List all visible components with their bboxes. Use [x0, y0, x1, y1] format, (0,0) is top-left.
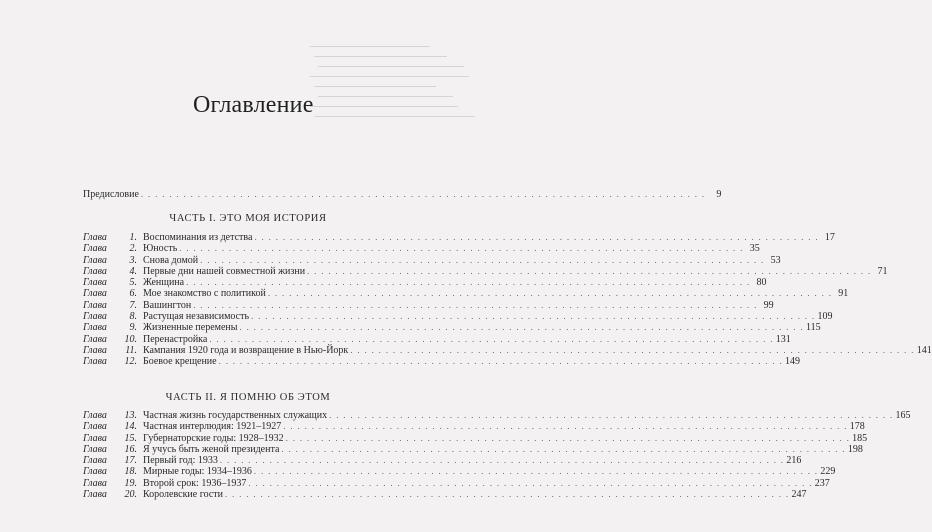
chapter-title: Второй срок: 1936–1937 — [143, 477, 247, 489]
chapter-number: 19. — [124, 477, 137, 489]
chapter-entry[interactable] — [83, 410, 911, 421]
chapter-label: Глава — [83, 277, 107, 289]
chapter-label: Глава — [83, 232, 107, 243]
chapter-title: Кампания 1920 года и возвращение в Нью-Йорк — [143, 344, 349, 356]
bleed-line — [310, 106, 458, 107]
chapter-label: Глава — [83, 455, 107, 467]
bleed-line — [314, 56, 447, 57]
chapter-page: 229 — [820, 466, 836, 478]
leader-dots: . . . . . . . . . . . . . . . . . . . . . . . . . . . . . . . . . . . . . . . . . . . . . . . . . . . . . . . . . . . . . . . . . . . . . . . . . . . . . . . . — [307, 265, 872, 276]
bleed-line — [314, 116, 475, 117]
chapter-page: 216 — [786, 455, 802, 467]
chapter-label: Глава — [83, 421, 107, 433]
chapter-number: 14. — [124, 421, 137, 433]
chapter-number: 18. — [124, 466, 137, 478]
chapter-entry[interactable] — [83, 288, 849, 300]
chapter-entry[interactable] — [83, 455, 802, 467]
chapter-page: 35 — [749, 243, 760, 255]
leader-dots: . . . . . . . . . . . . . . . . . . . . . . . . . . . . . . . . . . . . . . . . . . . . . . . . . . . . . . . . . . . . . . . . . . . . . . . . . . . . . . . . — [329, 410, 894, 420]
chapter-title: Растущая независимость — [143, 311, 250, 323]
chapter-page: 80 — [756, 277, 767, 289]
chapter-number: 7. — [129, 299, 137, 311]
chapter-entry[interactable] — [83, 254, 781, 266]
chapter-page: 247 — [791, 489, 807, 501]
leader-dots: . . . . . . . . . . . . . . . . . . . . . . . . . . . . . . . . . . . . . . . . . . . . . . . . . . . . . . . . . . . . . . . . . . . . . . . . . . . . . . . . — [251, 311, 816, 322]
chapter-entry[interactable] — [83, 232, 835, 243]
chapter-number: 6. — [129, 288, 137, 300]
chapter-entry[interactable] — [83, 489, 807, 501]
chapter-label: Глава — [83, 410, 107, 421]
chapter-number: 12. — [124, 356, 137, 368]
leader-dots: . . . . . . . . . . . . . . . . . . . . . . . . . . . . . . . . . . . . . . . . . . . . . . . . . . . . . . . . . . . . . . . . . . . . . . . . . . . . . . . . — [218, 356, 784, 367]
chapter-title: Боевое крещение — [143, 356, 217, 368]
preface-title: Предисловие — [83, 189, 139, 200]
chapter-number: 17. — [124, 455, 137, 467]
chapter-page: 178 — [849, 421, 865, 433]
leader-dots: . . . . . . . . . . . . . . . . . . . . . . . . . . . . . . . . . . . . . . . . . . . . . . . . . . . . . . . . . . . . . . . . . . . . . . . . . . . . . . . . — [267, 288, 833, 299]
chapter-title: Частная жизнь государственных служащих — [143, 410, 328, 421]
chapter-entry[interactable] — [83, 265, 888, 277]
leader-dots: . . . . . . . . . . . . . . . . . . . . . . . . . . . . . . . . . . . . . . . . . . . . . . . . . . . . . . . . . . . . . . . . . . . . . . . . . . . . . . . . — [248, 477, 813, 488]
chapter-label: Глава — [83, 243, 107, 255]
chapter-entry[interactable] — [83, 421, 865, 433]
leader-dots: . . . . . . . . . . . . . . . . . . . . . . . . . . . . . . . . . . . . . . . . . . . . . . . . . . . . . . . . . . . . . . . . . . . . . . . . . . . . . . . . — [254, 232, 819, 242]
chapter-label: Глава — [83, 333, 107, 345]
chapter-title: Первые дни нашей совместной жизни — [143, 265, 306, 277]
chapter-entry[interactable] — [83, 322, 821, 334]
bleed-line — [318, 96, 453, 97]
chapter-title: Губернаторские годы: 1928–1932 — [143, 432, 284, 444]
chapter-label: Глава — [83, 322, 107, 334]
chapter-label: Глава — [83, 344, 107, 356]
preface-entry[interactable] — [83, 189, 722, 200]
chapter-number: 4. — [129, 265, 137, 277]
chapter-page: 53 — [770, 254, 781, 266]
leader-dots: . . . . . . . . . . . . . . . . . . . . . . . . . . . . . . . . . . . . . . . . . . . . . . . . . . . . . . . . . . . . . . . . . . . . . . . . . . . . . . . . — [283, 421, 848, 432]
chapter-entry[interactable] — [83, 477, 830, 489]
part-2-heading: ЧАСТЬ II. Я ПОМНЮ ОБ ЭТОМ — [165, 392, 331, 403]
chapter-number: 2. — [129, 243, 137, 255]
chapter-entry[interactable] — [83, 432, 868, 444]
chapter-number: 1. — [129, 232, 137, 243]
chapter-entry[interactable] — [83, 277, 767, 289]
chapter-entry[interactable] — [83, 299, 774, 311]
leader-dots: . . . . . . . . . . . . . . . . . . . . . . . . . . . . . . . . . . . . . . . . . . . . . . . . . . . . . . . . . . . . . . . . . . . . . . . . . . . . . . . . — [239, 322, 804, 333]
part-2-chapter-list — [83, 410, 911, 501]
chapter-entry[interactable] — [83, 333, 791, 345]
chapter-page: 71 — [877, 265, 888, 277]
chapter-page: 141 — [916, 344, 932, 356]
leader-dots: . . . . . . . . . . . . . . . . . . . . . . . . . . . . . . . . . . . . . . . . . . . . . . . . . . . . . . . . . . . . . . . . . . . . . . . . . . . . . . . . — [281, 443, 846, 454]
chapter-page: 17 — [824, 232, 835, 243]
chapter-page: 198 — [847, 443, 863, 455]
leader-dots: . . . . . . . . . . . . . . . . . . . . . . . . . . . . . . . . . . . . . . . . . . . . . . . . . . . . . . . . . . . . . . . . . . . . . . . . . . . . . . . . — [140, 189, 706, 199]
chapter-entry[interactable] — [83, 311, 833, 323]
chapter-number: 9. — [129, 322, 137, 334]
chapter-number: 13. — [124, 410, 137, 421]
bleed-line — [318, 66, 464, 67]
chapter-entry[interactable] — [83, 344, 932, 356]
leader-dots: . . . . . . . . . . . . . . . . . . . . . . . . . . . . . . . . . . . . . . . . . . . . . . . . . . . . . . . . . . . . . . . . . . . . . . . . . . . . . . . . — [193, 299, 758, 310]
chapter-entry[interactable] — [83, 443, 863, 455]
chapter-title: Я учусь быть женой президента — [143, 443, 280, 455]
chapter-title: Вашингтон — [143, 299, 192, 311]
chapter-entry[interactable] — [83, 243, 760, 255]
chapter-title: Первый год: 1933 — [143, 455, 218, 467]
chapter-label: Глава — [83, 477, 107, 489]
leader-dots: . . . . . . . . . . . . . . . . . . . . . . . . . . . . . . . . . . . . . . . . . . . . . . . . . . . . . . . . . . . . . . . . . . . . . . . . . . . . . . . . — [285, 432, 851, 443]
page-title: Оглавление — [193, 92, 314, 118]
chapter-page: 237 — [814, 477, 830, 489]
chapter-number: 15. — [124, 432, 137, 444]
show-through-text — [300, 38, 500, 168]
chapter-label: Глава — [83, 356, 107, 368]
chapter-label: Глава — [83, 254, 107, 266]
leader-dots: . . . . . . . . . . . . . . . . . . . . . . . . . . . . . . . . . . . . . . . . . . . . . . . . . . . . . . . . . . . . . . . . . . . . . . . . . . . . . . . . — [350, 344, 915, 355]
chapter-title: Перенастройка — [143, 333, 208, 345]
chapter-page: 131 — [775, 333, 791, 345]
chapter-title: Жизненные перемены — [143, 322, 238, 334]
chapter-title: Воспоминания из детства — [143, 232, 253, 243]
chapter-label: Глава — [83, 311, 107, 323]
preface-page: 9 — [716, 189, 722, 200]
chapter-title: Женщина — [143, 277, 185, 289]
chapter-page: 115 — [805, 322, 821, 334]
chapter-page: 91 — [838, 288, 849, 300]
chapter-number: 8. — [129, 311, 137, 323]
part-1-heading: ЧАСТЬ I. ЭТО МОЯ ИСТОРИЯ — [169, 213, 327, 224]
chapter-title: Снова домой — [143, 254, 199, 266]
leader-dots: . . . . . . . . . . . . . . . . . . . . . . . . . . . . . . . . . . . . . . . . . . . . . . . . . . . . . . . . . . . . . . . . . . . . . . . . . . . . . . . . — [186, 277, 751, 288]
chapter-page: 99 — [763, 299, 774, 311]
chapter-number: 16. — [124, 443, 137, 455]
chapter-page: 149 — [785, 356, 801, 368]
chapter-title: Мирные годы: 1934–1936 — [143, 466, 252, 478]
bleed-line — [314, 86, 436, 87]
chapter-title: Частная интерлюдия: 1921–1927 — [143, 421, 282, 433]
chapter-number: 10. — [124, 333, 137, 345]
leader-dots: . . . . . . . . . . . . . . . . . . . . . . . . . . . . . . . . . . . . . . . . . . . . . . . . . . . . . . . . . . . . . . . . . . . . . . . . . . . . . . . . — [219, 455, 785, 466]
leader-dots: . . . . . . . . . . . . . . . . . . . . . . . . . . . . . . . . . . . . . . . . . . . . . . . . . . . . . . . . . . . . . . . . . . . . . . . . . . . . . . . . — [200, 254, 765, 265]
bleed-line — [310, 46, 430, 47]
chapter-label: Глава — [83, 299, 107, 311]
chapter-label: Глава — [83, 288, 107, 300]
chapter-number: 20. — [124, 489, 137, 501]
chapter-title: Королевские гости — [143, 489, 223, 501]
chapter-title: Мое знакомство с политикой — [143, 288, 266, 300]
chapter-label: Глава — [83, 489, 107, 501]
chapter-number: 3. — [129, 254, 137, 266]
leader-dots: . . . . . . . . . . . . . . . . . . . . . . . . . . . . . . . . . . . . . . . . . . . . . . . . . . . . . . . . . . . . . . . . . . . . . . . . . . . . . . . . — [179, 243, 744, 254]
chapter-title: Юность — [143, 243, 178, 255]
chapter-label: Глава — [83, 265, 107, 277]
chapter-entry[interactable] — [83, 466, 836, 478]
leader-dots: . . . . . . . . . . . . . . . . . . . . . . . . . . . . . . . . . . . . . . . . . . . . . . . . . . . . . . . . . . . . . . . . . . . . . . . . . . . . . . . . — [253, 466, 819, 477]
chapter-number: 5. — [129, 277, 137, 289]
chapter-label: Глава — [83, 466, 107, 478]
leader-dots: . . . . . . . . . . . . . . . . . . . . . . . . . . . . . . . . . . . . . . . . . . . . . . . . . . . . . . . . . . . . . . . . . . . . . . . . . . . . . . . . — [224, 489, 790, 500]
chapter-page: 109 — [817, 311, 833, 323]
bleed-line — [310, 76, 469, 77]
chapter-label: Глава — [83, 443, 107, 455]
chapter-label: Глава — [83, 432, 107, 444]
chapter-page: 165 — [895, 410, 911, 421]
chapter-page: 185 — [852, 432, 868, 444]
chapter-number: 11. — [125, 344, 137, 356]
part-1-chapter-list — [83, 232, 932, 368]
chapter-entry[interactable] — [83, 356, 801, 368]
leader-dots: . . . . . . . . . . . . . . . . . . . . . . . . . . . . . . . . . . . . . . . . . . . . . . . . . . . . . . . . . . . . . . . . . . . . . . . . . . . . . . . . — [209, 333, 774, 344]
